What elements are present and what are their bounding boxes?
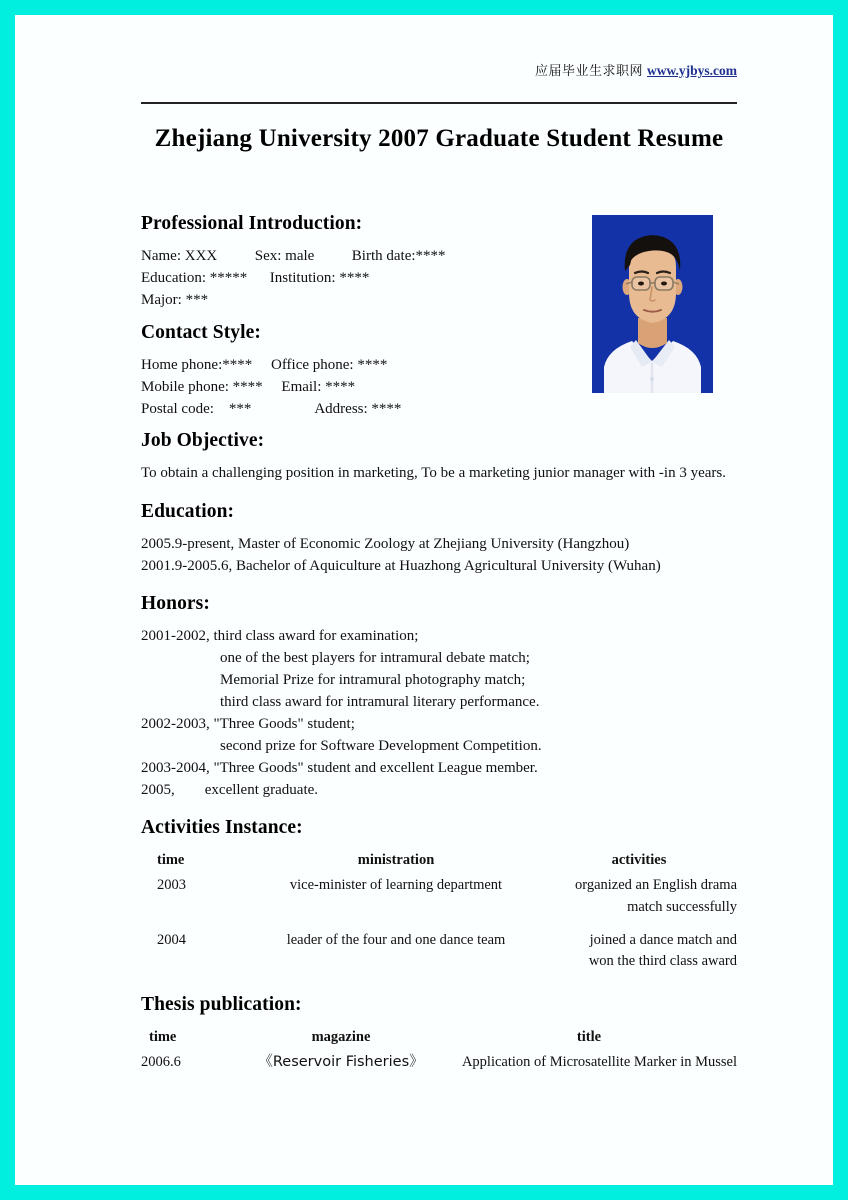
activities-col-activities: activities	[611, 852, 667, 869]
contact-line-home-phone: Home phone:**** Office phone: ****	[141, 356, 388, 373]
thesis-row0-title: Application of Microsatellite Marker in Mussel	[461, 1053, 737, 1070]
intro-line-education: Education: ***** Institution: ****	[141, 270, 370, 287]
table-row	[141, 929, 737, 975]
education-entry-bachelor: 2001.9-2005.6, Bachelor of Aquiculture at Huazhong Agricultural University (Wuhan)	[141, 557, 661, 574]
site-name-cjk: 应届毕业生求职网	[534, 64, 643, 79]
heading-job-objective: Job Objective:	[141, 430, 265, 452]
spacer	[141, 839, 737, 849]
spacer	[141, 615, 737, 625]
education-entry-master: 2005.9-present, Master of Economic Zoology at Zhejiang University (Hangzhou)	[141, 535, 630, 552]
resume-content	[141, 213, 737, 1075]
intro-line-name: Name: XXX Sex: male Birth date:****	[141, 248, 446, 264]
heading-contact-style: Contact Style:	[141, 321, 261, 343]
spacer	[141, 523, 737, 533]
activities-row0-time: 2003	[157, 877, 186, 894]
header-divider-rule	[141, 102, 737, 104]
spacer	[141, 235, 737, 245]
thesis-col-time: time	[149, 1029, 177, 1046]
table-header-row	[141, 1026, 737, 1051]
honor-row-5: second prize for Software Development Competition.	[220, 738, 542, 755]
honor-row-4: 2002-2003, "Three Goods" student;	[141, 716, 355, 733]
activities-row1-ministration: leader of the four and one dance team	[286, 931, 506, 948]
spacer	[141, 420, 737, 430]
thesis-table	[141, 1026, 737, 1075]
thesis-row0-magazine: 《Reservoir Fisheries》	[258, 1053, 424, 1070]
page-title: Zhejiang University 2007 Graduate Student Resume	[154, 125, 724, 152]
table-row	[141, 874, 737, 920]
activities-col-ministration: ministration	[357, 852, 435, 869]
job-objective-text: To obtain a challenging position in marketing, To be a marketing junior manager with -in 3 years.	[141, 465, 726, 482]
site-url-link[interactable]: www.yjbys.com	[647, 63, 737, 78]
contact-line-mobile-phone: Mobile phone: **** Email: ****	[141, 378, 356, 395]
honor-row-0: 2001-2002, third class award for examination;	[141, 628, 419, 644]
heading-thesis-publication: Thesis publication:	[141, 994, 302, 1016]
honor-row-1: one of the best players for intramural debate match;	[220, 650, 530, 667]
spacer	[141, 312, 737, 322]
spacer	[141, 485, 737, 501]
page-header	[141, 63, 737, 80]
resume-page-sheet	[15, 15, 833, 1185]
heading-honors: Honors:	[141, 593, 210, 614]
activities-row1-activities-line2: won the third class award	[588, 953, 737, 970]
intro-line-major: Major: ***	[141, 292, 209, 309]
contact-line-postal-code: Postal code: *** Address: ****	[141, 400, 402, 417]
table-row	[141, 1051, 737, 1075]
spacer	[141, 452, 737, 462]
heading-professional-introduction: Professional Introduction:	[141, 213, 363, 234]
activities-row0-activities	[541, 874, 737, 920]
spacer	[141, 577, 737, 593]
honors-list	[141, 625, 737, 801]
heading-activities-instance: Activities Instance:	[141, 817, 303, 839]
activities-col-time: time	[157, 852, 185, 869]
activities-row0-activities-line2: match successfully	[627, 898, 737, 915]
honor-row-7: 2005, excellent graduate.	[141, 782, 319, 799]
thesis-col-title: title	[576, 1029, 602, 1046]
activities-table	[141, 849, 737, 974]
thesis-row0-time: 2006.6	[141, 1053, 181, 1070]
activities-row0-activities-line1: organized an English drama	[575, 877, 737, 894]
activities-row1-activities	[541, 929, 737, 975]
activities-row0-ministration: vice-minister of learning department	[289, 877, 503, 894]
heading-education: Education:	[141, 500, 235, 522]
table-row-spacer	[141, 920, 737, 929]
honor-row-2: Memorial Prize for intramural photography match;	[220, 672, 526, 689]
honor-row-6: 2003-2004, "Three Goods" student and excellent League member.	[141, 760, 538, 777]
activities-row1-activities-line1: joined a dance match and	[589, 931, 737, 948]
thesis-col-magazine: magazine	[311, 1029, 371, 1046]
spacer	[141, 344, 737, 354]
spacer	[141, 801, 737, 817]
activities-row1-time: 2004	[157, 931, 186, 948]
spacer	[141, 1016, 737, 1026]
table-header-row	[141, 849, 737, 874]
honor-row-3: third class award for intramural literary performance.	[220, 694, 540, 711]
spacer	[141, 974, 737, 994]
